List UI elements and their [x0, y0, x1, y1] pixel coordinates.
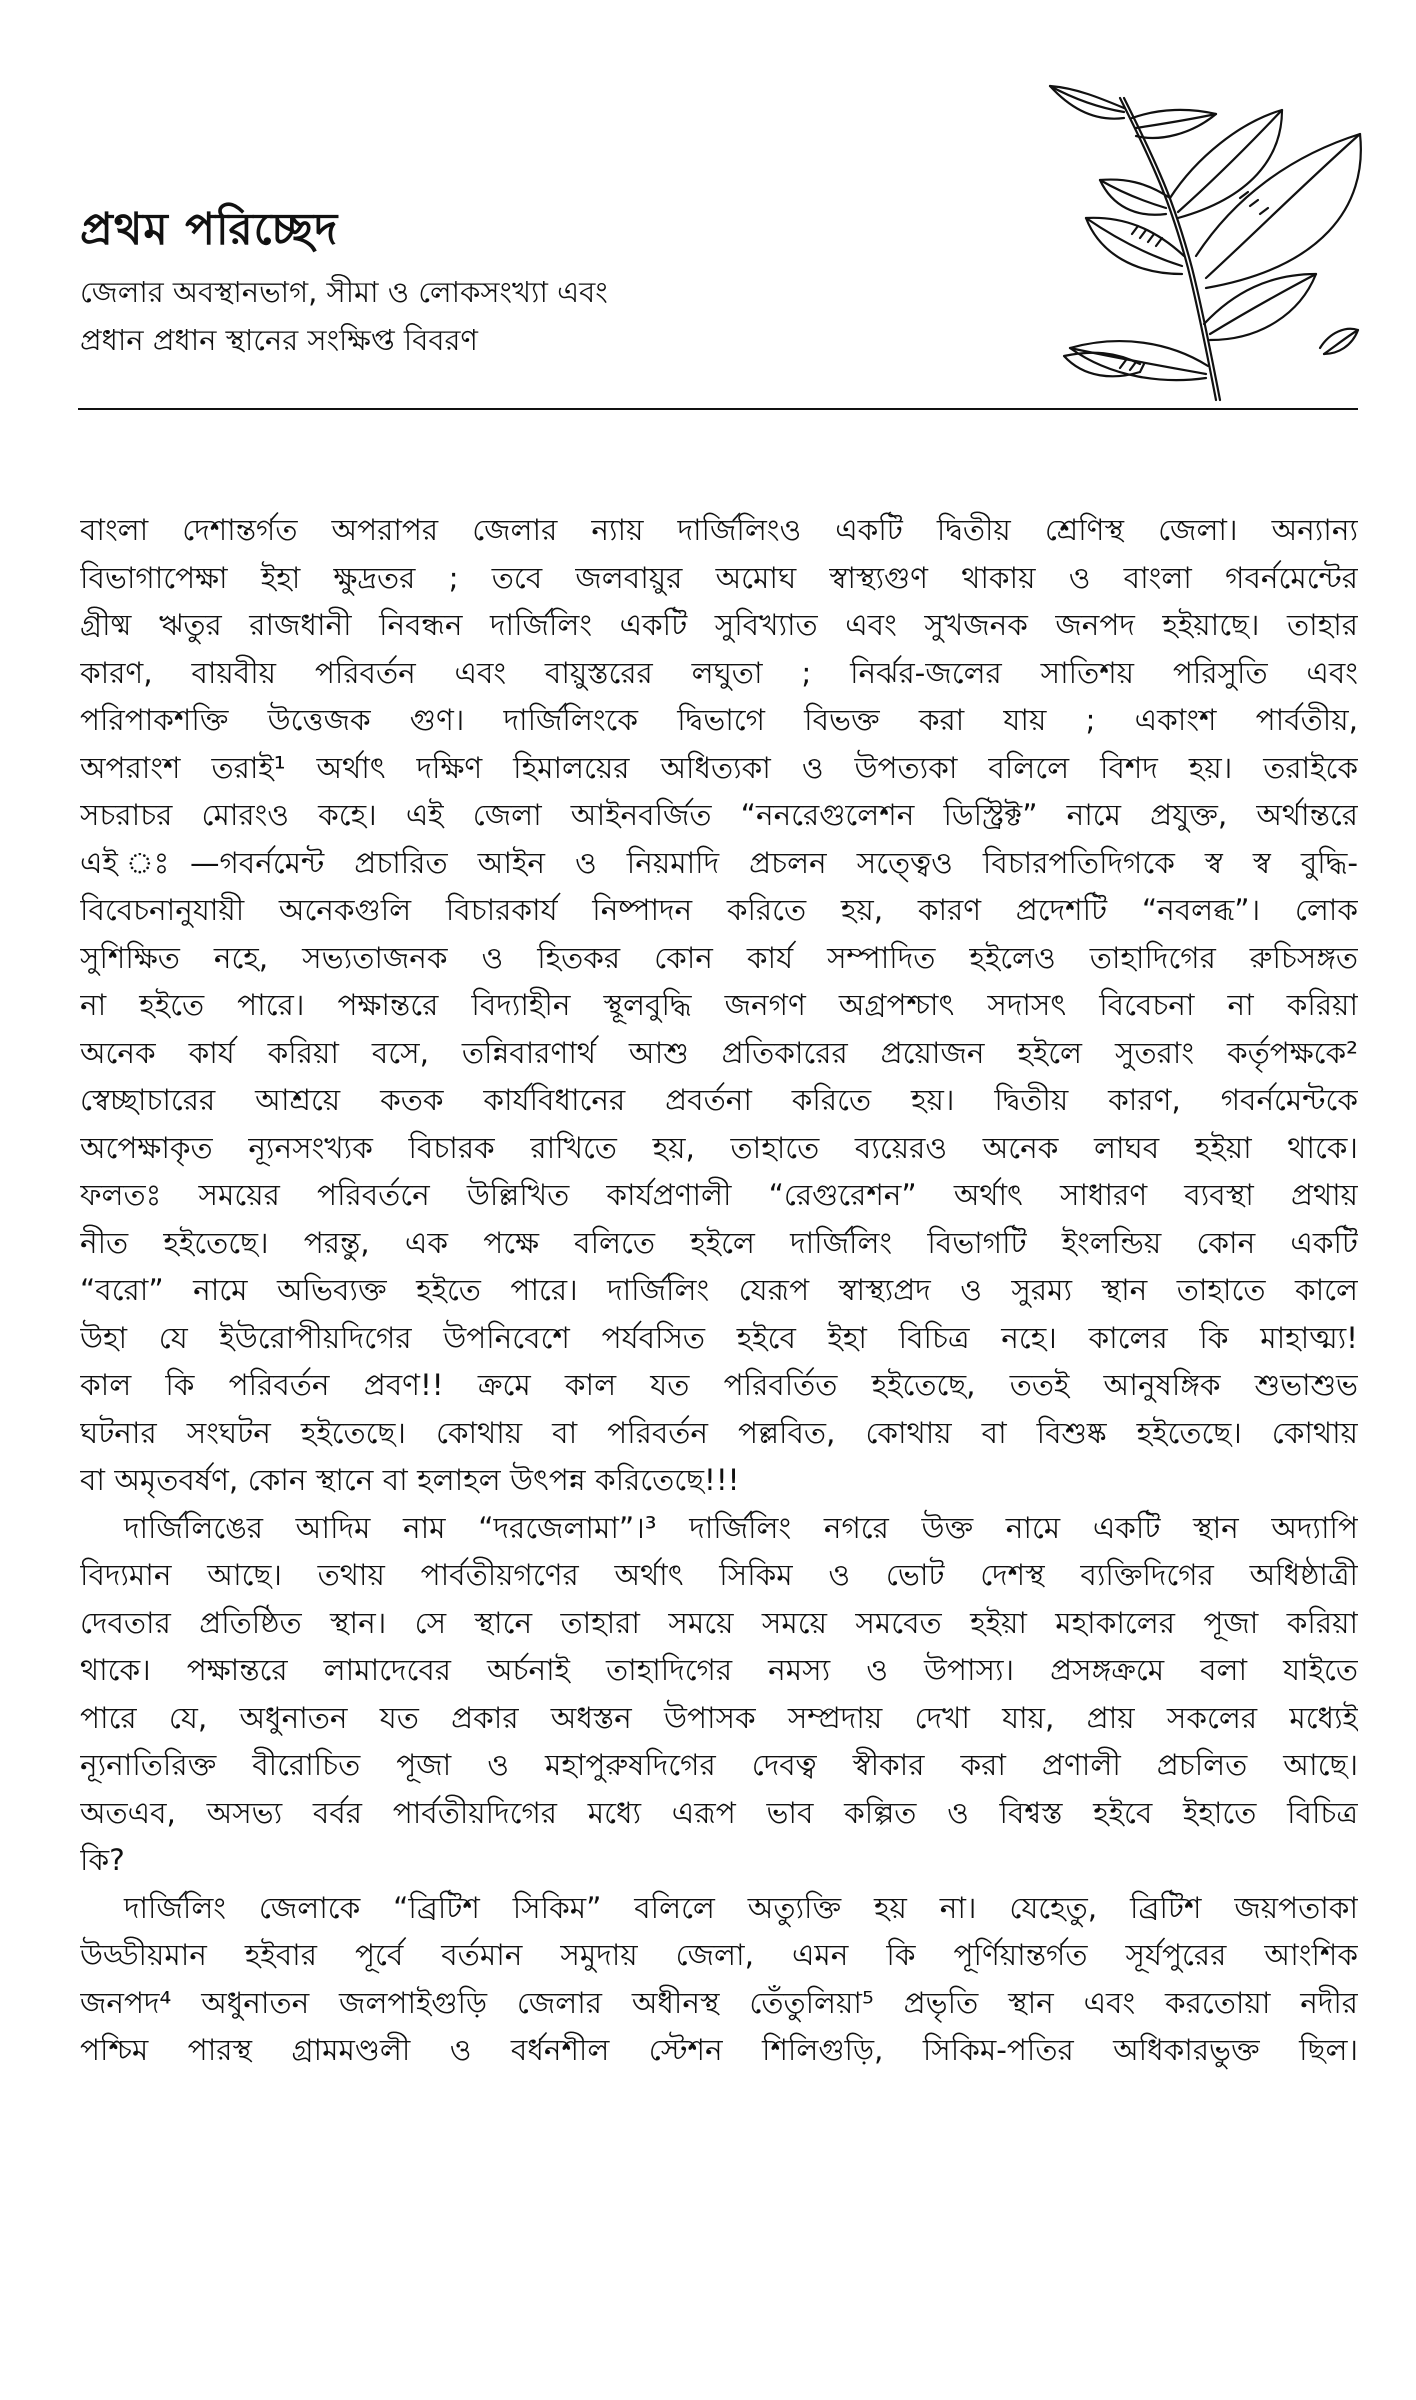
text-line: ঘটনার সংঘটন হইতেছে। কোথায় বা পরিবর্তন পল্লবিত, কোথায় বা বিশুষ্ক হইতেছে। কোথায়	[80, 1415, 1358, 1450]
paragraph-3	[80, 1885, 1358, 2075]
text-line: পারে যে, অধুনাতন যত প্রকার অধস্তন উপাসক সম্প্রদায় দেখা যায়, প্রায় সকলের মধ্যেই	[80, 1700, 1358, 1735]
text-line: বাংলা দেশান্তর্গত অপরাপর জেলার ন্যায় দার্জিলিংও একটি দ্বিতীয় শ্রেণিস্থ জেলা। অন্যান্য	[80, 513, 1358, 547]
text-line: কারণ, বায়বীয় পরিবর্তন এবং বায়ুস্তরের লঘুতা ; নির্ঝর-জলের সাতিশয় পরিসুতি এবং	[80, 655, 1358, 690]
text-line: “বরো” নামে অভিব্যক্ত হইতে পারে। দার্জিলিং যেরূপ স্বাস্থ্যপ্রদ ও সুরম্য স্থান তাহাতে কালে	[80, 1273, 1358, 1307]
chapter-subtitle	[80, 268, 980, 364]
text-line: সুশিক্ষিত নহে, সভ্যতাজনক ও হিতকর কোন কার্য সম্পাদিত হইলেও তাহাদিগের রুচিসঙ্গত	[80, 940, 1358, 975]
text-line: উহা যে ইউরোপীয়দিগের উপনিবেশে পর্যবসিত হইবে ইহা বিচিত্র নহে। কালের কি মাহাত্ম্য!	[80, 1320, 1358, 1355]
text-line: বিবেচনানুযায়ী অনেকগুলি বিচারকার্য নিষ্পাদন করিতে হয়, কারণ প্রদেশটি “নবলব্ধ”। লোক	[80, 893, 1358, 927]
text-line: অপরাংশ তরাই¹ অর্থাৎ দক্ষিণ হিমালয়ের অধিত্যকা ও উপত্যকা বলিলে বিশদ হয়। তরাইকে	[80, 750, 1358, 785]
text-line: অনেক কার্য করিয়া বসে, তন্নিবারণার্থ আশু প্রতিকারের প্রয়োজন হইলে সুতরাং কর্তৃপক্ষকে²	[80, 1035, 1358, 1070]
chapter-title: প্রথম পরিচ্ছেদ	[80, 204, 339, 255]
text-line: ন্যূনাতিরিক্ত বীরোচিত পূজা ও মহাপুরুষদিগের দেবত্ব স্বীকার করা প্রণালী প্রচলিত আছে।	[80, 1748, 1358, 1782]
text-line: কাল কি পরিবর্তন প্রবণ!! ক্রমে কাল যত পরিবর্তিত হইতেছে, ততই আনুষঙ্গিক শুভাশুভ	[80, 1368, 1358, 1402]
tea-leaf-illustration-icon	[1020, 78, 1380, 418]
text-line: ফলতঃ সময়ের পরিবর্তনে উল্লিখিত কার্যপ্রণালী “রেগুরেশন” অর্থাৎ সাধারণ ব্যবস্থা প্রথায়	[80, 1178, 1358, 1212]
body-text	[80, 507, 1358, 2075]
text-line: দার্জিলিং জেলাকে “ব্রিটিশ সিকিম” বলিলে অত্যুক্তি হয় না। যেহেতু, ব্রিটিশ জয়পতাকা	[124, 1890, 1358, 1925]
text-line: উড্ডীয়মান হইবার পূর্বে বর্তমান সমুদায় জেলা, এমন কি পূর্ণিয়ান্তর্গত সূর্যপুরের আংশিক	[80, 1938, 1358, 1972]
text-line: অতএব, অসভ্য বর্বর পার্বতীয়দিগের মধ্যে এরূপ ভাব কল্পিত ও বিশ্বস্ত হইবে ইহাতে বিচিত্র	[80, 1795, 1358, 1830]
text-line: পরিপাকশক্তি উত্তেজক গুণ। দার্জিলিংকে দ্বিভাগে বিভক্ত করা যায় ; একাংশ পার্বতীয়,	[80, 703, 1358, 737]
text-line: থাকে। পক্ষান্তরে লামাদেবের অর্চনাই তাহাদিগের নমস্য ও উপাস্য। প্রসঙ্গক্রমে বলা যাইতে	[80, 1653, 1358, 1687]
text-line: এই ঃ—গবর্নমেন্ট প্রচারিত আইন ও নিয়মাদি প্রচলন সত্ত্বেও বিচারপতিদিগকে স্ব স্ব বুদ্ধি-	[80, 845, 1358, 880]
chapter-subtitle-line: প্রধান প্রধান স্থানের সংক্ষিপ্ত বিবরণ	[80, 323, 478, 357]
text-line: সচরাচর মোরংও কহে। এই জেলা আইনবর্জিত “ননরেগুলেশন ডিস্ট্রিক্ট” নামে প্রযুক্ত, অর্থান্তরে	[80, 798, 1358, 832]
text-line: দার্জিলিঙের আদিম নাম “দরজেলামা”।³ দার্জিলিং নগরে উক্ত নামে একটি স্থান অদ্যাপি	[124, 1510, 1358, 1545]
text-line: না হইতে পারে। পক্ষান্তরে বিদ্যাহীন স্থূলবুদ্ধি জনগণ অগ্রপশ্চাৎ সদাসৎ বিবেচনা না করিয়া	[80, 988, 1358, 1022]
text-line: বা অমৃতবর্ষণ, কোন স্থানে বা হলাহল উৎপন্ন করিতেছে!!!	[80, 1463, 740, 1497]
header-divider	[78, 408, 1358, 410]
text-line: জনপদ⁴ অধুনাতন জলপাইগুড়ি জেলার অধীনস্থ তেঁতুলিয়া⁵ প্রভৃতি স্থান এবং করতোয়া নদীর	[80, 1985, 1358, 2020]
paragraph-2	[80, 1505, 1358, 1885]
text-line: বিভাগাপেক্ষা ইহা ক্ষুদ্রতর ; তবে জলবায়ুর অমোঘ স্বাস্থ্যগুণ থাকায় ও বাংলা গবর্নমেন্টের	[80, 560, 1358, 595]
chapter-subtitle-line: জেলার অবস্থানভাগ, সীমা ও লোকসংখ্যা এবং	[80, 275, 608, 309]
text-line: পশ্চিম পারস্থ গ্রামমণ্ডলী ও বর্ধনশীল স্টেশন শিলিগুড়ি, সিকিম-পতির অধিকারভুক্ত ছিল।	[80, 2033, 1358, 2067]
text-line: নীত হইতেছে। পরন্তু, এক পক্ষে বলিতে হইলে দার্জিলিং বিভাগটি ইংলন্ডিয় কোন একটি	[80, 1225, 1358, 1260]
text-line: অপেক্ষাকৃত ন্যূনসংখ্যক বিচারক রাখিতে হয়, তাহাতে ব্যয়েরও অনেক লাঘব হইয়া থাকে।	[80, 1130, 1358, 1165]
text-line: দেবতার প্রতিষ্ঠিত স্থান। সে স্থানে তাহারা সময়ে সময়ে সমবেত হইয়া মহাকালের পূজা করিয়া	[80, 1605, 1358, 1640]
text-line: গ্রীষ্ম ঋতুর রাজধানী নিবন্ধন দার্জিলিং একটি সুবিখ্যাত এবং সুখজনক জনপদ হইয়াছে। তাহার	[80, 608, 1358, 642]
text-line: বিদ্যমান আছে। তথায় পার্বতীয়গণের অর্থাৎ সিকিম ও ভোট দেশস্থ ব্যক্তিদিগের অধিষ্ঠাত্রী	[80, 1558, 1358, 1592]
text-line: কি?	[80, 1843, 125, 1877]
text-line: স্বেচ্ছাচারের আশ্রয়ে কতক কার্যবিধানের প্রবর্তনা করিতে হয়। দ্বিতীয় কারণ, গবর্নমেন্টকে	[80, 1083, 1358, 1117]
paragraph-1	[80, 507, 1358, 1505]
